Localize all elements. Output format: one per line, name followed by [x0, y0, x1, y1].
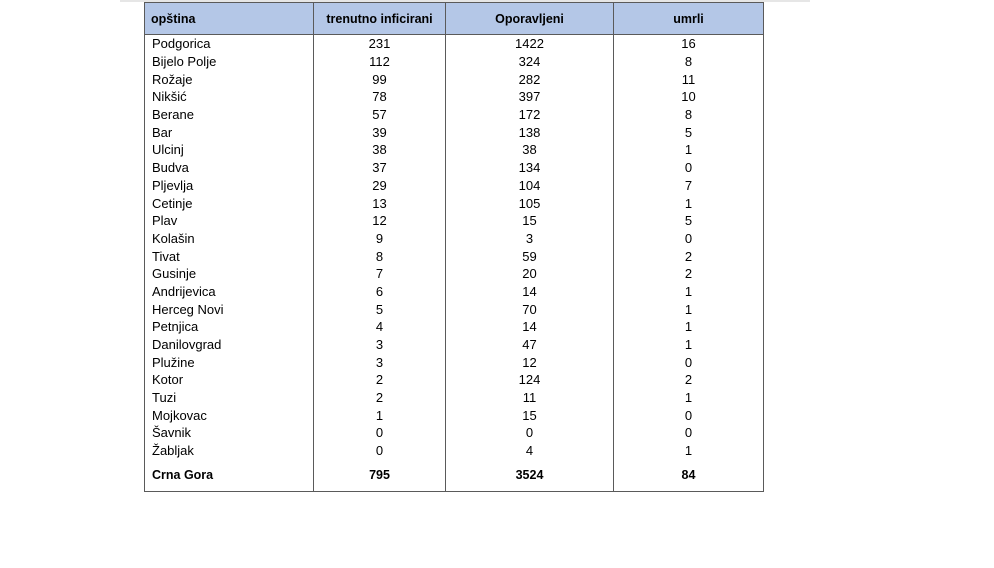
cell-deaths: 0 — [614, 159, 764, 177]
cell-deaths: 16 — [614, 35, 764, 53]
table-row — [145, 389, 764, 407]
cell-currently-infected: 38 — [314, 141, 446, 159]
table-row — [145, 442, 764, 460]
cell-currently-infected: 7 — [314, 265, 446, 283]
total-currently-infected: 795 — [314, 460, 446, 492]
cell-currently-infected: 3 — [314, 353, 446, 371]
cell-deaths: 0 — [614, 230, 764, 248]
cell-municipality: Podgorica — [145, 35, 314, 53]
cell-deaths: 1 — [614, 283, 764, 301]
table-header — [145, 3, 764, 35]
cell-currently-infected: 2 — [314, 389, 446, 407]
cell-deaths: 1 — [614, 141, 764, 159]
cell-deaths: 1 — [614, 300, 764, 318]
cell-recovered: 134 — [446, 159, 614, 177]
cell-currently-infected: 0 — [314, 424, 446, 442]
cell-currently-infected: 8 — [314, 247, 446, 265]
cell-currently-infected: 78 — [314, 88, 446, 106]
cell-currently-infected: 6 — [314, 283, 446, 301]
cell-currently-infected: 4 — [314, 318, 446, 336]
total-row — [145, 460, 764, 492]
table-row — [145, 70, 764, 88]
table-row — [145, 106, 764, 124]
cell-municipality: Ulcinj — [145, 141, 314, 159]
cell-currently-infected: 1 — [314, 406, 446, 424]
cell-deaths: 10 — [614, 88, 764, 106]
document-sheet — [144, 2, 764, 492]
table-row — [145, 212, 764, 230]
cell-deaths: 0 — [614, 424, 764, 442]
cell-recovered: 20 — [446, 265, 614, 283]
table-row — [145, 88, 764, 106]
cell-recovered: 4 — [446, 442, 614, 460]
cell-municipality: Plužine — [145, 353, 314, 371]
cell-recovered: 172 — [446, 106, 614, 124]
table-row — [145, 318, 764, 336]
cell-municipality: Kolašin — [145, 230, 314, 248]
table-row — [145, 353, 764, 371]
table-row — [145, 177, 764, 195]
header-row — [145, 3, 764, 35]
cell-municipality: Kotor — [145, 371, 314, 389]
cell-recovered: 59 — [446, 247, 614, 265]
cell-municipality: Petnjica — [145, 318, 314, 336]
cell-currently-infected: 0 — [314, 442, 446, 460]
cell-currently-infected: 9 — [314, 230, 446, 248]
cell-deaths: 1 — [614, 389, 764, 407]
table-row — [145, 283, 764, 301]
cell-recovered: 3 — [446, 230, 614, 248]
cell-currently-infected: 231 — [314, 35, 446, 53]
cell-recovered: 104 — [446, 177, 614, 195]
cell-deaths: 0 — [614, 353, 764, 371]
cell-recovered: 14 — [446, 283, 614, 301]
table-row — [145, 300, 764, 318]
header-recovered: Oporavljeni — [446, 3, 614, 35]
cell-currently-infected: 12 — [314, 212, 446, 230]
table-row — [145, 406, 764, 424]
total-recovered: 3524 — [446, 460, 614, 492]
cell-deaths: 0 — [614, 406, 764, 424]
cell-currently-infected: 37 — [314, 159, 446, 177]
cell-municipality: Mojkovac — [145, 406, 314, 424]
cell-recovered: 70 — [446, 300, 614, 318]
cell-deaths: 1 — [614, 318, 764, 336]
cell-deaths: 11 — [614, 70, 764, 88]
cell-recovered: 11 — [446, 389, 614, 407]
cell-currently-infected: 2 — [314, 371, 446, 389]
cell-municipality: Andrijevica — [145, 283, 314, 301]
cell-recovered: 0 — [446, 424, 614, 442]
cell-recovered: 124 — [446, 371, 614, 389]
table-body — [145, 35, 764, 460]
cell-municipality: Šavnik — [145, 424, 314, 442]
cell-municipality: Žabljak — [145, 442, 314, 460]
cell-currently-infected: 5 — [314, 300, 446, 318]
cell-recovered: 138 — [446, 123, 614, 141]
cell-recovered: 105 — [446, 194, 614, 212]
table-row — [145, 141, 764, 159]
table-row — [145, 159, 764, 177]
cell-municipality: Budva — [145, 159, 314, 177]
table-footer — [145, 460, 764, 492]
cell-deaths: 1 — [614, 442, 764, 460]
cell-recovered: 14 — [446, 318, 614, 336]
cell-municipality: Bar — [145, 123, 314, 141]
cell-currently-infected: 112 — [314, 53, 446, 71]
table-row — [145, 424, 764, 442]
cell-municipality: Tuzi — [145, 389, 314, 407]
covid-municipality-table — [144, 2, 764, 492]
table-row — [145, 194, 764, 212]
cell-recovered: 15 — [446, 406, 614, 424]
cell-recovered: 15 — [446, 212, 614, 230]
total-deaths: 84 — [614, 460, 764, 492]
table-row — [145, 35, 764, 53]
cell-municipality: Danilovgrad — [145, 336, 314, 354]
cell-municipality: Rožaje — [145, 70, 314, 88]
cell-deaths: 5 — [614, 123, 764, 141]
cell-deaths: 8 — [614, 106, 764, 124]
cell-deaths: 2 — [614, 247, 764, 265]
total-label: Crna Gora — [145, 460, 314, 492]
cell-recovered: 38 — [446, 141, 614, 159]
cell-municipality: Berane — [145, 106, 314, 124]
cell-deaths: 8 — [614, 53, 764, 71]
table-row — [145, 265, 764, 283]
cell-municipality: Gusinje — [145, 265, 314, 283]
cell-deaths: 5 — [614, 212, 764, 230]
header-municipality: opština — [145, 3, 314, 35]
header-currently-infected: trenutno inficirani — [314, 3, 446, 35]
cell-recovered: 282 — [446, 70, 614, 88]
cell-currently-infected: 29 — [314, 177, 446, 195]
cell-currently-infected: 13 — [314, 194, 446, 212]
cell-currently-infected: 39 — [314, 123, 446, 141]
table-row — [145, 53, 764, 71]
cell-deaths: 7 — [614, 177, 764, 195]
cell-currently-infected: 99 — [314, 70, 446, 88]
cell-recovered: 324 — [446, 53, 614, 71]
cell-currently-infected: 3 — [314, 336, 446, 354]
cell-municipality: Tivat — [145, 247, 314, 265]
table-row — [145, 247, 764, 265]
table-row — [145, 230, 764, 248]
cell-currently-infected: 57 — [314, 106, 446, 124]
cell-deaths: 2 — [614, 265, 764, 283]
cell-municipality: Herceg Novi — [145, 300, 314, 318]
cell-municipality: Cetinje — [145, 194, 314, 212]
cell-recovered: 47 — [446, 336, 614, 354]
header-deaths: umrli — [614, 3, 764, 35]
cell-deaths: 1 — [614, 336, 764, 354]
cell-municipality: Bijelo Polje — [145, 53, 314, 71]
cell-municipality: Pljevlja — [145, 177, 314, 195]
table-row — [145, 371, 764, 389]
cell-deaths: 1 — [614, 194, 764, 212]
cell-recovered: 397 — [446, 88, 614, 106]
cell-municipality: Nikšić — [145, 88, 314, 106]
cell-recovered: 1422 — [446, 35, 614, 53]
table-row — [145, 123, 764, 141]
cell-deaths: 2 — [614, 371, 764, 389]
cell-municipality: Plav — [145, 212, 314, 230]
table-row — [145, 336, 764, 354]
cell-recovered: 12 — [446, 353, 614, 371]
